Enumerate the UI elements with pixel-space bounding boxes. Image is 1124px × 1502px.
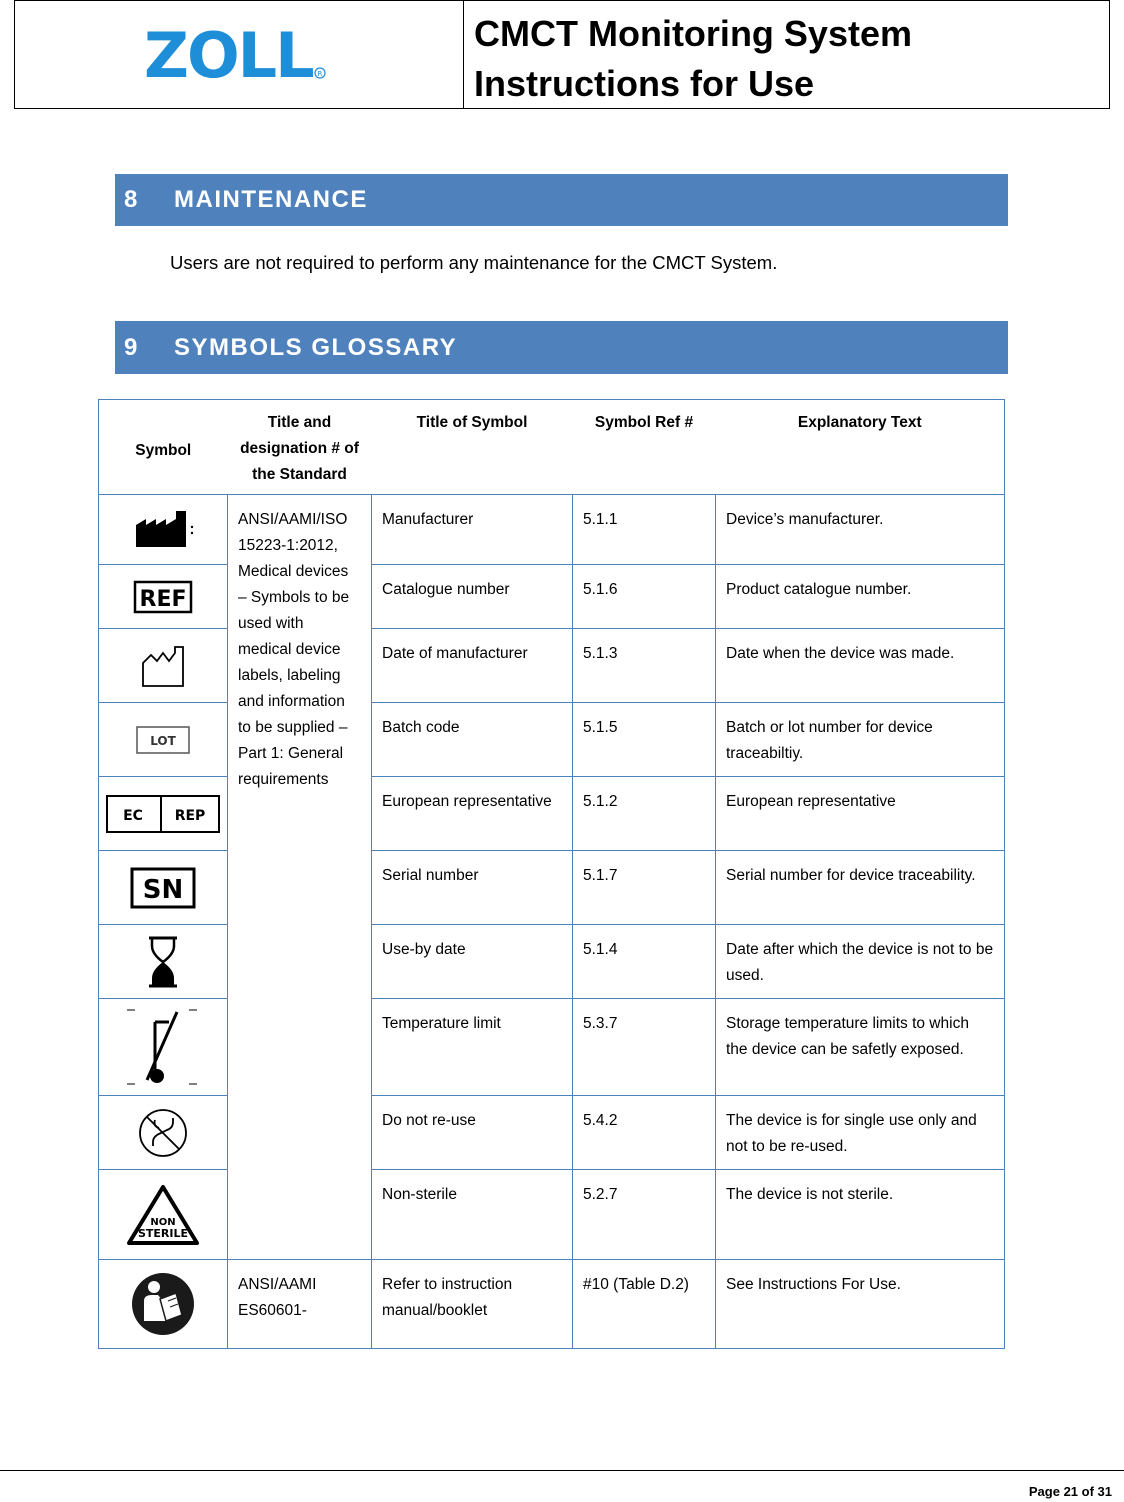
- zoll-logo: [144, 25, 334, 85]
- symbol-explanation: Serial number for device traceability.: [716, 851, 1005, 925]
- symbol-cell: [99, 1096, 228, 1170]
- svg-text:NON: NON: [150, 1216, 176, 1228]
- symbol-cell: [99, 851, 228, 925]
- symbol-title: Use-by date: [372, 925, 573, 999]
- svg-text:R: R: [317, 69, 323, 78]
- standard-iso-15223: ANSI/AAMI/ISO 15223-1:2012, Medical devices – Symbols to be used with medical device labels, labeling and information to be supplied – Part 1: General requirements: [228, 495, 372, 1260]
- symbol-explanation: Device’s manufacturer.: [716, 495, 1005, 565]
- symbol-title: Serial number: [372, 851, 573, 925]
- header-ref: Symbol Ref #: [573, 400, 716, 495]
- section-title: MAINTENANCE: [174, 186, 368, 213]
- symbol-title: Do not re-use: [372, 1096, 573, 1170]
- svg-text:EC: EC: [123, 807, 143, 824]
- table-row: [99, 1260, 1005, 1349]
- symbol-cell: [99, 565, 228, 629]
- lot-icon: [135, 725, 191, 755]
- table-row: [99, 495, 1005, 565]
- symbol-cell: [99, 703, 228, 777]
- temperature-limit-icon: [123, 1004, 203, 1090]
- symbol-title: Date of manufacturer: [372, 629, 573, 703]
- symbol-ref: 5.4.2: [573, 1096, 716, 1170]
- symbol-explanation: European representative: [716, 777, 1005, 851]
- document-title: [464, 1, 1109, 108]
- title-line-1: CMCT Monitoring System: [474, 13, 912, 54]
- serial-number-icon: [130, 867, 196, 909]
- svg-text:STERILE: STERILE: [137, 1226, 189, 1240]
- symbol-ref: 5.1.2: [573, 777, 716, 851]
- svg-text:REF: REF: [139, 586, 187, 612]
- footer-divider: [0, 1470, 1124, 1471]
- refer-to-manual-icon: [130, 1271, 196, 1337]
- document-header: [14, 0, 1110, 109]
- symbol-ref: 5.1.4: [573, 925, 716, 999]
- symbol-cell: [99, 1170, 228, 1260]
- symbol-ref: 5.2.7: [573, 1170, 716, 1260]
- section-number: 8: [124, 186, 139, 213]
- symbol-explanation: The device is not sterile.: [716, 1170, 1005, 1260]
- symbol-title: Catalogue number: [372, 565, 573, 629]
- svg-text:ZOLL: ZOLL: [144, 24, 313, 85]
- symbol-title: Manufacturer: [372, 495, 573, 565]
- symbol-explanation: Date when the device was made.: [716, 629, 1005, 703]
- svg-text:REP: REP: [174, 807, 206, 824]
- header-explanatory: Explanatory Text: [716, 400, 1005, 495]
- maintenance-paragraph: Users are not required to perform any maintenance for the CMCT System.: [170, 252, 778, 273]
- symbol-cell: [99, 925, 228, 999]
- table-header-row: [99, 400, 1005, 495]
- svg-text:LOT: LOT: [150, 733, 176, 748]
- symbols-glossary-table: [98, 399, 1005, 1349]
- page-number: Page 21 of 31: [1028, 1484, 1112, 1499]
- logo-cell: [15, 1, 464, 108]
- symbol-title: Temperature limit: [372, 999, 573, 1096]
- symbol-cell: [99, 629, 228, 703]
- symbol-cell: [99, 999, 228, 1096]
- symbol-explanation: See Instructions For Use.: [716, 1260, 1005, 1349]
- symbol-explanation: Batch or lot number for device traceabiltiy.: [716, 703, 1005, 777]
- do-not-reuse-icon: [136, 1106, 190, 1160]
- date-of-manufacture-icon: [138, 641, 188, 691]
- symbol-ref: 5.1.7: [573, 851, 716, 925]
- header-standard: Title and designation # of the Standard: [228, 400, 372, 495]
- section-heading-maintenance: [115, 174, 1008, 226]
- title-line-2: Instructions for Use: [474, 63, 815, 104]
- non-sterile-icon: [125, 1183, 201, 1247]
- symbol-ref: #10 (Table D.2): [573, 1260, 716, 1349]
- symbol-title: European representative: [372, 777, 573, 851]
- symbol-explanation: Storage temperature limits to which the device can be safetly exposed.: [716, 999, 1005, 1096]
- symbol-ref: 5.1.6: [573, 565, 716, 629]
- symbol-title: Refer to instruction manual/booklet: [372, 1260, 573, 1349]
- symbol-ref: 5.1.1: [573, 495, 716, 565]
- symbol-explanation: Product catalogue number.: [716, 565, 1005, 629]
- symbol-explanation: Date after which the device is not to be used.: [716, 925, 1005, 999]
- symbol-cell: [99, 777, 228, 851]
- ref-icon: [133, 580, 193, 614]
- symbol-ref: 5.3.7: [573, 999, 716, 1096]
- symbol-title: Non-sterile: [372, 1170, 573, 1260]
- symbol-ref: 5.1.5: [573, 703, 716, 777]
- manufacturer-icon: [128, 505, 198, 555]
- symbol-cell: [99, 495, 228, 565]
- header-symbol: Symbol: [99, 400, 228, 495]
- section-number: 9: [124, 333, 139, 361]
- section-heading-symbols-glossary: [115, 321, 1008, 374]
- symbol-cell: [99, 1260, 228, 1349]
- header-title: Title of Symbol: [372, 400, 573, 495]
- symbol-ref: 5.1.3: [573, 629, 716, 703]
- section-title: SYMBOLS GLOSSARY: [174, 333, 458, 361]
- hourglass-icon: [143, 932, 183, 992]
- symbol-explanation: The device is for single use only and not to be re-used.: [716, 1096, 1005, 1170]
- symbol-title: Batch code: [372, 703, 573, 777]
- svg-text:SN: SN: [142, 874, 184, 905]
- ec-rep-icon: [105, 794, 221, 834]
- standard-iec: ANSI/AAMI ES60601-: [228, 1260, 372, 1349]
